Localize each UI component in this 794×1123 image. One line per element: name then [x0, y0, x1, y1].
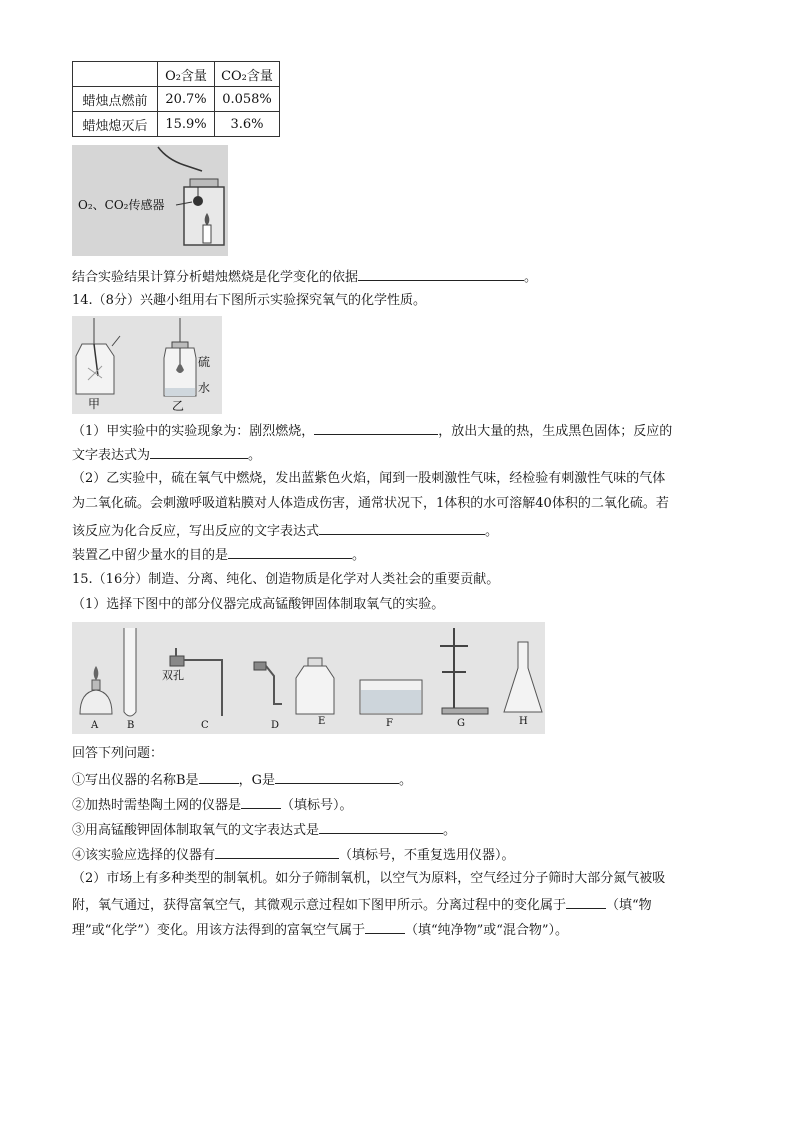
- table-row: [73, 87, 280, 112]
- q15-part2-line3: [72, 921, 568, 939]
- answer-blank: [319, 522, 485, 535]
- q15-s3-text-b: 。: [443, 823, 457, 838]
- q14-part1-line2: [72, 446, 261, 464]
- answer-blank: [314, 422, 438, 435]
- answer-blank: [215, 846, 339, 859]
- q15-s1-text-b: ，G是: [238, 773, 275, 788]
- table-cell: 15.9%: [158, 112, 215, 137]
- q14-part2-line1: （2）乙实验中，硫在氧气中燃烧，发出蓝紫色火焰，闻到一股刺激性气味，经检验有刺激性气味的气体: [72, 471, 666, 486]
- apparatus-label-e: E: [318, 716, 326, 727]
- q14-p2-text-a: 该反应为化合反应，写出反应的文字表达式: [72, 524, 320, 539]
- q15-sub2: [72, 796, 353, 814]
- q14-part2-line3: [72, 522, 498, 540]
- answer-blank: [150, 446, 248, 459]
- apparatus-label-d: D: [271, 720, 280, 731]
- q15-p2-text-d: （填“纯净物”或“混合物”）。: [404, 923, 569, 938]
- q13-conclusion-line: [72, 268, 537, 286]
- table-header-cell: [73, 62, 158, 87]
- table-cell: 20.7%: [158, 87, 215, 112]
- q15-sub4: [72, 846, 515, 864]
- oxygen-combustion-figure: [72, 316, 222, 414]
- answer-blank: [275, 771, 399, 784]
- q14-part2-line2: 为二氧化硫。会刺激呼吸道粘膜对人体造成伤害，通常状况下，1体积的水可溶解40体积的二氧化硫。若: [72, 496, 669, 511]
- candle-sensor-figure: [72, 145, 228, 256]
- apparatus-figure: [72, 622, 545, 734]
- q14-part1-line1: [72, 422, 672, 440]
- q15-sub1: [72, 771, 412, 789]
- q15-part1-intro: （1）选择下图中的部分仪器完成高锰酸钾固体制取氧气的实验。: [72, 597, 445, 612]
- table-header-cell: CO₂含量: [215, 62, 280, 87]
- answer-blank: [319, 821, 443, 834]
- table-cell: 蜡烛点燃前: [73, 87, 158, 112]
- apparatus-label-c: C: [201, 720, 209, 731]
- data-table: [72, 61, 280, 137]
- q14-stem: 14.（8分）兴趣小组用右下图所示实验探究氧气的化学性质。: [72, 293, 426, 308]
- q15-p2-text-b: （填“物: [606, 898, 652, 913]
- table-cell: 0.058%: [215, 87, 280, 112]
- q13-text: 结合实验结果计算分析蜡烛燃烧是化学变化的依据: [72, 270, 359, 285]
- q15-sub3: [72, 821, 456, 839]
- q15-answer-intro: 回答下列问题：: [72, 746, 164, 761]
- water-label: 水: [198, 381, 211, 395]
- apparatus-note: 双孔: [162, 669, 184, 682]
- q14-p2-text-d: 。: [352, 548, 366, 563]
- jia-label: 甲: [88, 397, 101, 411]
- apparatus-label-a: A: [91, 720, 99, 731]
- sulfur-label: 硫: [198, 355, 211, 369]
- q15-s4-text-a: ④该实验应选择的仪器有: [72, 848, 216, 863]
- table-row: [73, 112, 280, 137]
- q14-p1-text-c: 文字表达式为: [72, 448, 151, 463]
- q15-s2-text-b: （填标号）。: [281, 798, 353, 813]
- apparatus-illustration: [72, 622, 545, 734]
- answer-blank: [566, 896, 606, 909]
- q15-p2-text-c: 理”或“化学”）变化。用该方法得到的富氧空气属于: [72, 923, 365, 938]
- apparatus-label-g: G: [457, 718, 465, 729]
- q14-part2-line4: [72, 546, 365, 564]
- yi-label: 乙: [172, 399, 185, 413]
- q14-p1-text-b: ，放出大量的热，生成黑色固体；反应的: [438, 424, 673, 439]
- q15-s1-text-c: 。: [398, 773, 412, 788]
- q14-p1-text-d: 。: [248, 448, 262, 463]
- q15-part2-line2: [72, 896, 652, 914]
- table-header-row: [73, 62, 280, 87]
- q14-p1-text-a: （1）甲实验中的实验现象为：剧烈燃烧，: [72, 424, 315, 439]
- table-header-cell: O₂含量: [158, 62, 215, 87]
- q15-s4-text-b: （填标号，不重复选用仪器）。: [339, 848, 515, 863]
- apparatus-label-f: F: [386, 718, 393, 729]
- apparatus-label-h: H: [519, 716, 528, 727]
- q15-p2-text-a: 附，氧气通过，获得富氧空气，其微观示意过程如下图甲所示。分离过程中的变化属于: [72, 898, 567, 913]
- q14-p2-text-c: 装置乙中留少量水的目的是: [72, 548, 229, 563]
- q15-s3-text-a: ③用高锰酸钾固体制取氧气的文字表达式是: [72, 823, 320, 838]
- answer-blank: [228, 546, 352, 559]
- table-cell: 3.6%: [215, 112, 280, 137]
- q15-part2-line1: （2）市场上有多种类型的制氧机。如分子筛制氧机，以空气为原料，空气经过分子筛时大部分氮气被吸: [72, 871, 666, 886]
- answer-blank: [358, 268, 524, 281]
- sensor-label: O₂、CO₂传感器: [78, 198, 165, 212]
- q13-end: 。: [524, 270, 538, 285]
- q15-s2-text-a: ②加热时需垫陶土网的仪器是: [72, 798, 242, 813]
- answer-blank: [199, 771, 239, 784]
- answer-blank: [241, 796, 281, 809]
- apparatus-label-b: B: [127, 720, 135, 731]
- q14-p2-text-b: 。: [485, 524, 499, 539]
- table-cell: 蜡烛熄灭后: [73, 112, 158, 137]
- q15-s1-text-a: ①写出仪器的名称B是: [72, 773, 199, 788]
- answer-blank: [365, 921, 405, 934]
- q15-stem: 15.（16分）制造、分离、纯化、创造物质是化学对人类社会的重要贡献。: [72, 572, 500, 587]
